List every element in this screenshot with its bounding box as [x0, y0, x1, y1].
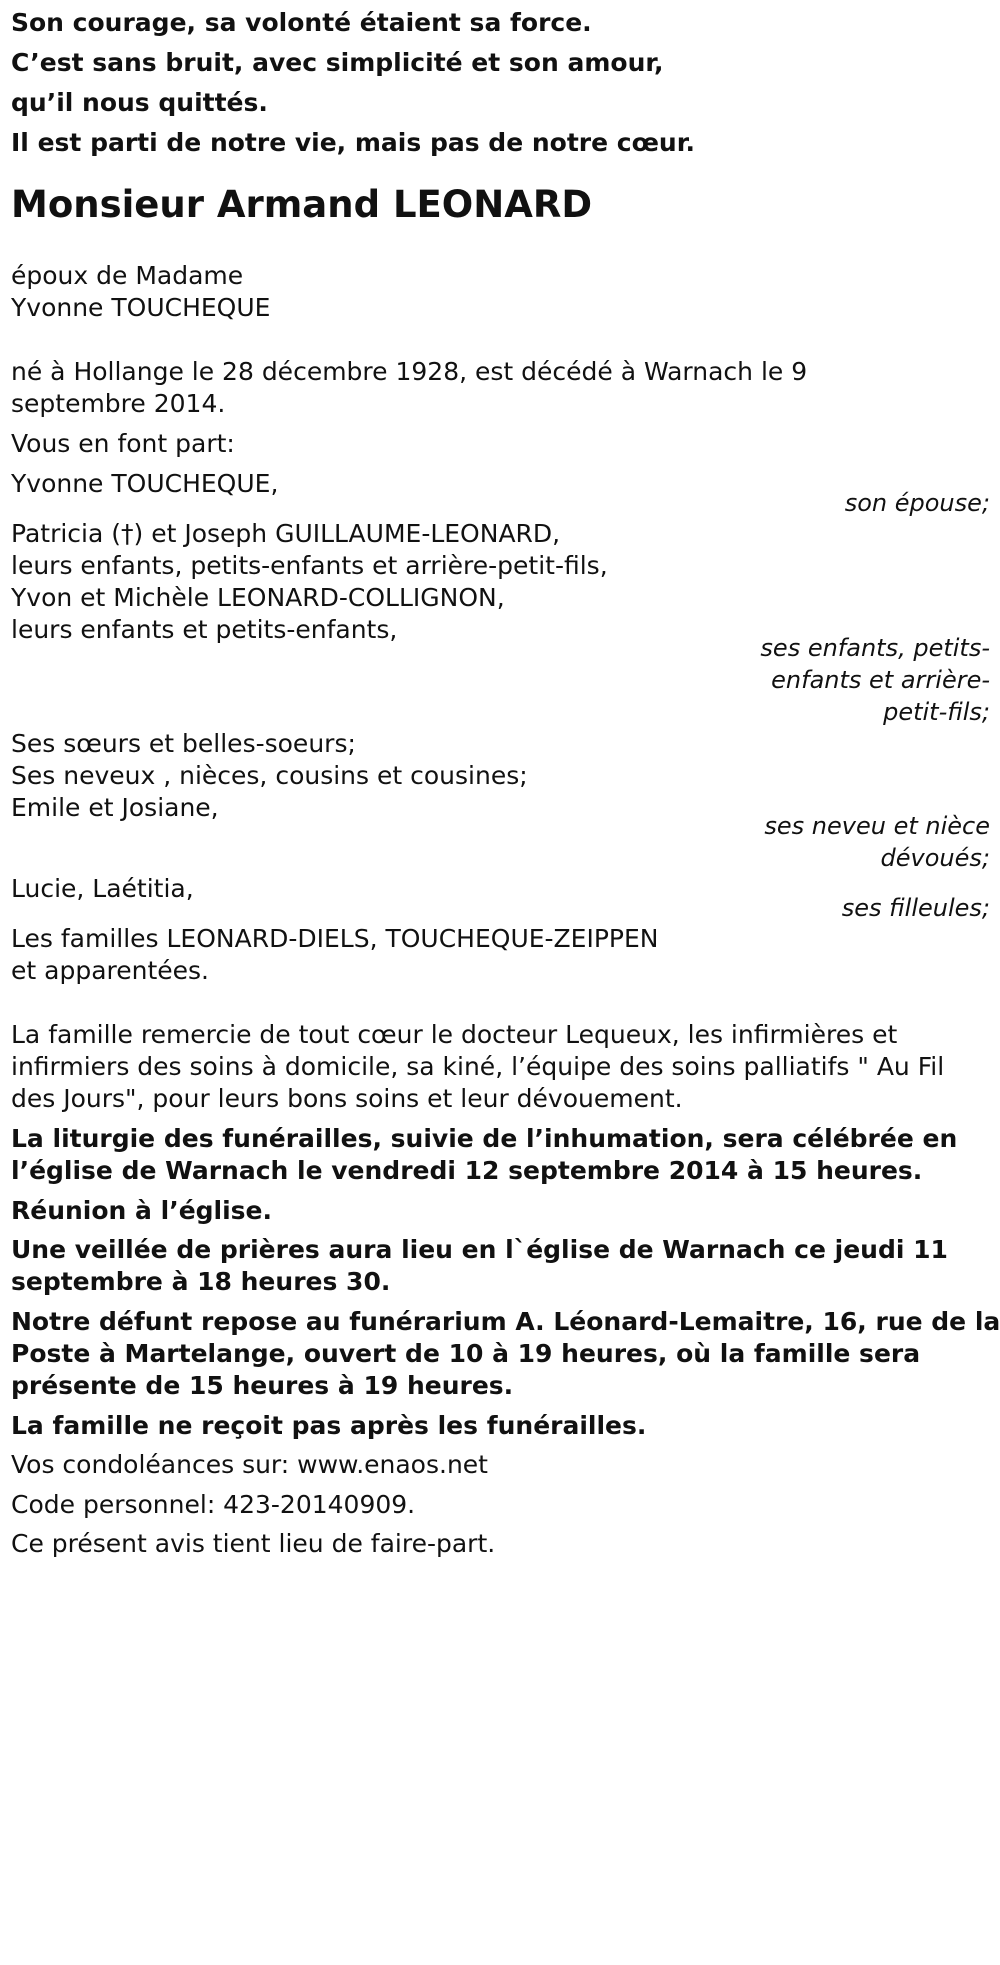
goddaughters-role: ses filleules; [841, 894, 990, 922]
announce-line: Vous en font part: [11, 429, 235, 458]
funerarium-line-2: Poste à Martelange, ouvert de 10 à 19 heures, où la famille sera [11, 1339, 921, 1368]
children-line-3: Yvon et Michèle LEONARD-COLLIGNON, [11, 583, 505, 612]
funerarium-line-1: Notre défunt repose au funérarium A. Léonard-Lemaitre, 16, rue de la [11, 1307, 1000, 1336]
condolences-line: Vos condoléances sur: www.enaos.net [11, 1450, 488, 1479]
intro-line-1: Son courage, sa volonté étaient sa force. [11, 8, 592, 37]
liturgy-line-1: La liturgie des funérailles, suivie de l’inhumation, sera célébrée en [11, 1124, 958, 1153]
code-line: Code personnel: 423-20140909. [11, 1490, 416, 1519]
thanks-line-3: des Jours", pour leurs bons soins et leur dévouement. [11, 1084, 683, 1113]
thanks-line-2: infirmiers des soins à domicile, sa kiné, l’équipe des soins palliatifs " Au Fil [11, 1052, 945, 1081]
liturgy-line-2: l’église de Warnach le vendredi 12 septembre 2014 à 15 heures. [11, 1156, 923, 1185]
children-role-3: petit-fils; [883, 698, 990, 726]
intro-line-2: C’est sans bruit, avec simplicité et son amour, [11, 48, 664, 77]
spouse-line-1: époux de Madame [11, 261, 244, 290]
intro-line-3: qu’il nous quittés. [11, 88, 268, 117]
birth-line-1: né à Hollange le 28 décembre 1928, est décédé à Warnach le 9 [11, 357, 808, 386]
notice-line: Ce présent avis tient lieu de faire-part. [11, 1529, 496, 1558]
wife-role: son épouse; [844, 489, 990, 517]
intro-line-4: Il est parti de notre vie, mais pas de notre cœur. [11, 128, 695, 157]
spouse-line-2: Yvonne TOUCHEQUE [11, 293, 271, 322]
children-role-2: enfants et arrière- [771, 666, 990, 694]
goddaughters-line: Lucie, Laétitia, [11, 874, 194, 903]
families-line-2: et apparentées. [11, 956, 209, 985]
families-line-1: Les familles LEONARD-DIELS, TOUCHEQUE-ZEIPPEN [11, 924, 659, 953]
deceased-name: Monsieur Armand LEONARD [11, 183, 593, 226]
vigil-line-2: septembre à 18 heures 30. [11, 1267, 391, 1296]
thanks-line-1: La famille remercie de tout cœur le docteur Lequeux, les infirmières et [11, 1020, 898, 1049]
siblings-line-3: Emile et Josiane, [11, 793, 219, 822]
children-line-2: leurs enfants, petits-enfants et arrière-petit-fils, [11, 551, 608, 580]
children-line-4: leurs enfants et petits-enfants, [11, 615, 398, 644]
children-role-1: ses enfants, petits- [760, 634, 990, 662]
birth-line-2: septembre 2014. [11, 389, 226, 418]
nephew-role-2: dévoués; [880, 844, 990, 872]
no-reception-line: La famille ne reçoit pas après les funérailles. [11, 1411, 647, 1440]
siblings-line-1: Ses sœurs et belles-soeurs; [11, 729, 356, 758]
vigil-line-1: Une veillée de prières aura lieu en l`église de Warnach ce jeudi 11 [11, 1235, 948, 1264]
nephew-role-1: ses neveu et nièce [764, 812, 990, 840]
children-line-1: Patricia (†) et Joseph GUILLAUME-LEONARD, [11, 519, 561, 548]
meeting-line: Réunion à l’église. [11, 1196, 273, 1225]
funerarium-line-3: présente de 15 heures à 19 heures. [11, 1371, 514, 1400]
family-wife: Yvonne TOUCHEQUE, [11, 469, 279, 498]
siblings-line-2: Ses neveux , nièces, cousins et cousines; [11, 761, 528, 790]
